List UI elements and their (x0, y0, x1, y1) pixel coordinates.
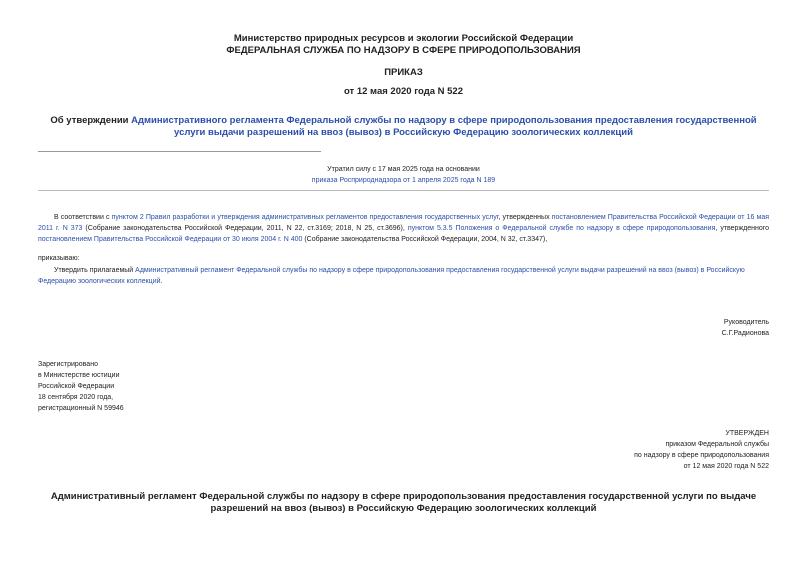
rules-point-2-link[interactable]: пунктом 2 Правил разработки и утверждения административных регламентов предоставления государственных услуг (111, 214, 499, 221)
regulation-link[interactable]: Административный регламент Федеральной службы по надзору в сфере природопользования предоставления государственной услуги выдачи разрешений на ввоз (вывоз) в Российскую Федерацию зоологических коллекций (38, 267, 745, 285)
registration-line: Зарегистрировано (38, 361, 98, 368)
order-title-prefix: Об утверждении (50, 115, 132, 126)
approved-block (634, 428, 769, 472)
registration-line: в Министерстве юстиции (38, 372, 120, 379)
lost-force-note (0, 164, 807, 186)
approved-line: УТВЕРЖДЕН (725, 430, 769, 437)
preamble-text-2: , утвержденных (498, 214, 552, 221)
preamble-text-4: , утвержденного (715, 225, 770, 232)
order-title (38, 115, 769, 139)
signer-name: С.Г.Радионова (721, 330, 769, 337)
order-heading: ПРИКАЗ (384, 67, 423, 78)
preamble-text-5: (Собрание законодательства Российской Федерации, 2004, N 32, ст.3347), (302, 236, 548, 243)
lost-force-order-link[interactable]: приказа Росприроднадзора от 1 апреля 2025 года N 189 (311, 177, 496, 184)
signature-block (722, 317, 769, 339)
signer-role: Руководитель (723, 319, 769, 326)
regulation-title-link[interactable]: Административного регламента Федеральной службы по надзору в сфере природопользования предоставления государственной услуги выдачи разрешений на ввоз (вывоз) в Российскую Федерацию зоологических коллекций (131, 115, 757, 138)
registration-line: регистрационный N 59946 (38, 405, 124, 412)
registration-line: Российской Федерации (38, 383, 115, 390)
preamble-paragraph (38, 212, 769, 245)
regulation-heading: Административный регламент Федеральной службы по надзору в сфере природопользования предоставления государственной услуги по выдаче разрешений на ввоз (вывоз) в Российскую Федерацию зоологических коллекций (50, 491, 757, 514)
resolution-373-link[interactable]: постановлением Правительства Российской Федерации от 16 мая 2011 г. N 373 (38, 214, 770, 232)
clause-5-3-5-link[interactable]: пунктом 5.3.5 Положения о Федеральной службе по надзору в сфере природопользования (407, 225, 716, 232)
resolution-400-link[interactable]: постановлением Правительства Российской Федерации от 30 июля 2004 г. N 400 (38, 236, 303, 243)
approve-text-2: . (160, 278, 163, 285)
order-verb: приказываю: (38, 255, 80, 262)
order-date: от 12 мая 2020 года N 522 (343, 86, 464, 97)
registration-line: 18 сентября 2020 года, (38, 394, 114, 401)
approved-line: от 12 мая 2020 года N 522 (683, 463, 769, 470)
approved-line: по надзору в сфере природопользования (634, 452, 769, 459)
approve-paragraph (38, 265, 769, 287)
document-header (0, 33, 807, 57)
divider-full (38, 190, 769, 191)
service-name: ФЕДЕРАЛЬНАЯ СЛУЖБА ПО НАДЗОРУ В СФЕРЕ ПРИРОДОПОЛЬЗОВАНИЯ (226, 45, 581, 56)
preamble-text-3: (Собрание законодательства Российской Федерации, 2011, N 22, ст.3169; 2018, N 25, ст.3696), (82, 225, 408, 232)
preamble-text-1: В соответствии с (54, 214, 112, 221)
approved-line: приказом Федеральной службы (665, 441, 769, 448)
ministry-name: Министерство природных ресурсов и экологии Российской Федерации (233, 33, 574, 44)
approve-text-1: Утвердить прилагаемый (54, 267, 136, 274)
registration-block (38, 359, 124, 414)
lost-force-text: Утратил силу с 17 мая 2025 года на основании (327, 166, 480, 173)
divider-short (38, 151, 321, 152)
